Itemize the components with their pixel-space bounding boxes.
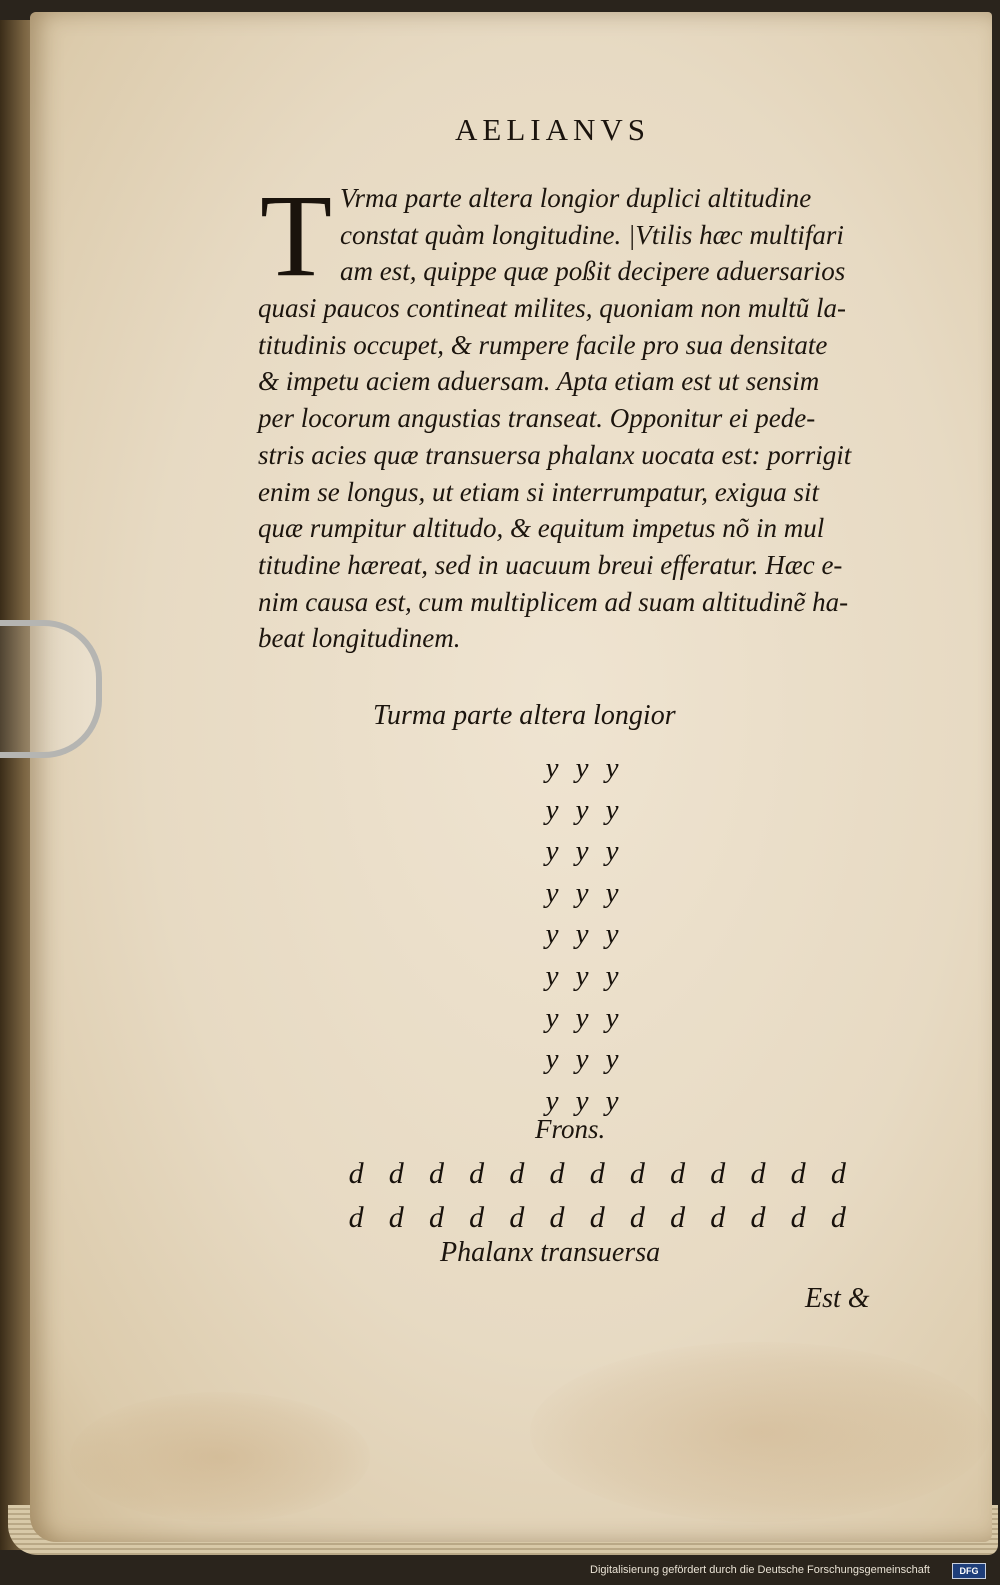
running-head: AELIANVS: [455, 112, 650, 147]
phalanx-soldier-mark: d: [469, 1201, 485, 1234]
phalanx-soldier-mark: d: [710, 1157, 726, 1190]
turma-soldier-mark: y: [605, 1043, 619, 1076]
turma-soldier-mark: y: [575, 752, 589, 784]
turma-soldier-mark: y: [545, 835, 559, 868]
phalanx-soldier-mark: d: [830, 1201, 846, 1234]
phalanx-soldier-mark: d: [670, 1157, 686, 1190]
phalanx-soldier-mark: d: [790, 1157, 806, 1190]
phalanx-soldier-mark: d: [348, 1201, 364, 1234]
text-line: beat longitudinem.: [258, 623, 461, 654]
turma-soldier-mark: y: [605, 1084, 619, 1117]
phalanx-soldier-mark: d: [589, 1157, 605, 1190]
turma-soldier-mark: y: [545, 1043, 559, 1076]
turma-soldier-mark: y: [545, 959, 559, 992]
text-line: titudinis occupet, & rumpere facile pro sua densitate: [258, 329, 828, 360]
turma-soldier-mark: y: [605, 918, 619, 951]
phalanx-soldier-mark: d: [509, 1201, 525, 1234]
text-line: stris acies quæ transuersa phalanx uocata est: porrigit: [258, 439, 852, 470]
drop-cap: T: [260, 170, 333, 301]
turma-formation: [537, 748, 637, 1122]
text-line: quasi paucos contineat milites, quoniam non multũ la-: [258, 293, 846, 324]
phalanx-soldier-mark: d: [348, 1157, 364, 1190]
text-line: constat quàm longitudine. |Vtilis hæc multifari: [340, 219, 844, 250]
phalanx-soldier-mark: d: [388, 1157, 404, 1190]
phalanx-soldier-mark: d: [509, 1157, 525, 1190]
phalanx-soldier-mark: d: [469, 1157, 485, 1190]
turma-soldier-mark: y: [575, 1084, 589, 1117]
water-stain: [70, 1392, 370, 1522]
turma-soldier-mark: y: [575, 1043, 589, 1076]
turma-soldier-mark: y: [545, 752, 559, 784]
phalanx-soldier-mark: d: [428, 1157, 444, 1190]
phalanx-soldier-mark: d: [710, 1201, 726, 1234]
figure-title: Turma parte altera longior: [373, 700, 676, 731]
turma-soldier-mark: y: [605, 876, 619, 909]
text-line: enim se longus, ut etiam si interrumpatur, exigua sit: [258, 476, 819, 507]
phalanx-soldier-mark: d: [549, 1157, 565, 1190]
page-clip: [0, 620, 102, 758]
text-line: quæ rumpitur altitudo, & equitum impetus nõ in mul: [258, 513, 825, 544]
catchword: Est &: [805, 1283, 870, 1314]
phalanx-soldier-mark: d: [589, 1201, 605, 1234]
digitization-credit: Digitalisierung gefördert durch die Deutsche Forschungsgemeinschaft: [590, 1564, 930, 1576]
turma-soldier-mark: y: [575, 959, 589, 992]
phalanx-label: Phalanx transuersa: [440, 1237, 661, 1268]
turma-soldier-mark: y: [605, 1001, 619, 1034]
phalanx-soldier-mark: d: [629, 1201, 645, 1234]
turma-soldier-mark: y: [545, 876, 559, 909]
dfg-logo: DFG: [952, 1563, 986, 1579]
text-line: per locorum angustias transeat. Opponitur ei pede-: [258, 403, 816, 434]
turma-soldier-mark: y: [575, 835, 589, 868]
turma-soldier-mark: y: [605, 752, 619, 784]
phalanx-formation: [336, 1152, 856, 1240]
turma-soldier-mark: y: [575, 918, 589, 951]
turma-soldier-mark: y: [605, 793, 619, 826]
turma-soldier-mark: y: [575, 1001, 589, 1034]
phalanx-soldier-mark: d: [388, 1201, 404, 1234]
text-line: nim causa est, cum multiplicem ad suam altitudinẽ ha-: [258, 586, 849, 617]
text-line: titudine hæreat, sed in uacuum breui efferatur. Hæc e-: [258, 549, 843, 580]
phalanx-soldier-mark: d: [790, 1201, 806, 1234]
phalanx-soldier-mark: d: [750, 1157, 766, 1190]
phalanx-soldier-mark: d: [750, 1201, 766, 1234]
turma-soldier-mark: y: [575, 876, 589, 909]
text-line: & impetu aciem aduersam. Apta etiam est ut sensim: [258, 366, 820, 397]
phalanx-soldier-mark: d: [670, 1201, 686, 1234]
turma-soldier-mark: y: [575, 793, 589, 826]
text-line: Vrma parte altera longior duplici altitudine: [340, 183, 812, 213]
water-stain: [530, 1342, 990, 1522]
frons-label: Frons.: [535, 1114, 606, 1144]
turma-soldier-mark: y: [545, 1001, 559, 1034]
turma-soldier-mark: y: [545, 793, 559, 826]
phalanx-soldier-mark: d: [428, 1201, 444, 1234]
body-text: [258, 170, 928, 657]
turma-soldier-mark: y: [605, 835, 619, 868]
text-line: am est, quippe quæ poßit decipere aduersarios: [340, 256, 846, 287]
phalanx-soldier-mark: d: [549, 1201, 565, 1234]
turma-soldier-mark: y: [605, 959, 619, 992]
turma-soldier-mark: y: [545, 918, 559, 951]
phalanx-soldier-mark: d: [830, 1157, 846, 1190]
turma-soldier-mark: y: [545, 1084, 559, 1117]
phalanx-soldier-mark: d: [629, 1157, 645, 1190]
